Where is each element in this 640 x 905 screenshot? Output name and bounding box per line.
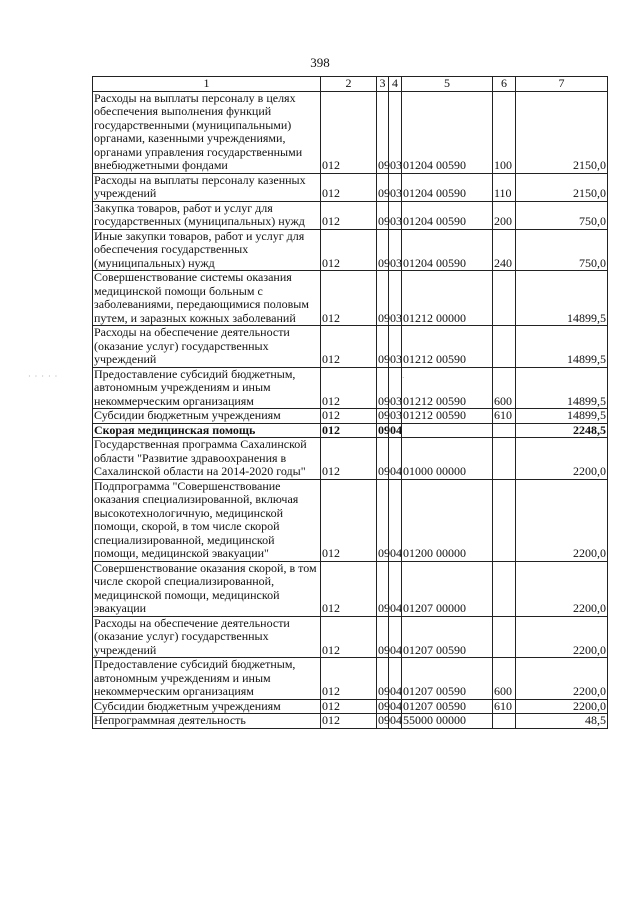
row-subsection-code: 03 bbox=[389, 367, 402, 409]
row-name: Расходы на выплаты персоналу в целях обеспечения выполнения функций государственными (муниципальными) органами, казенными учреждениями, органами управления государственными внебюджетными фондами bbox=[93, 91, 321, 173]
row-section-code: 09 bbox=[377, 438, 389, 480]
row-ministry-code: 012 bbox=[321, 423, 377, 438]
row-section-code: 09 bbox=[377, 367, 389, 409]
row-expense-type: 100 bbox=[493, 91, 516, 173]
table-row bbox=[93, 714, 608, 729]
row-target-code: 01212 00590 bbox=[402, 326, 493, 368]
row-target-code: 01207 00590 bbox=[402, 658, 493, 700]
row-ministry-code: 012 bbox=[321, 658, 377, 700]
row-expense-type bbox=[493, 714, 516, 729]
row-section-code: 09 bbox=[378, 713, 390, 727]
row-ministry-code: 012 bbox=[321, 201, 377, 229]
row-section-code: 09 bbox=[377, 616, 389, 658]
row-amount: 2200,0 bbox=[516, 616, 608, 658]
row-amount: 14899,5 bbox=[516, 367, 608, 409]
row-section-code: 09 bbox=[377, 658, 389, 700]
row-amount: 2150,0 bbox=[516, 91, 608, 173]
row-ministry-code: 012 bbox=[321, 616, 377, 658]
row-target-code: 01207 00590 bbox=[402, 699, 493, 714]
row-amount: 2248,5 bbox=[516, 423, 608, 438]
table-header-row bbox=[93, 77, 608, 92]
row-subsection-code: 04 bbox=[389, 616, 402, 658]
row-name: Предоставление субсидий бюджетным, автономным учреждениям и иным некоммерческим организациям bbox=[93, 367, 321, 409]
header-col-5: 5 bbox=[402, 77, 493, 92]
budget-table bbox=[92, 76, 608, 729]
header-col-2: 2 bbox=[321, 77, 377, 92]
row-subsection-code: 04 bbox=[389, 479, 402, 561]
row-ministry-code: 012 bbox=[321, 714, 377, 729]
header-col-3: 3 bbox=[377, 77, 389, 92]
row-subsection-code: 04 bbox=[390, 698, 402, 713]
row-target-code: 01000 00000 bbox=[402, 438, 493, 480]
row-subsection-code: 03 bbox=[389, 91, 402, 173]
row-section-code: 09 bbox=[377, 201, 389, 229]
row-section-code: 09 bbox=[377, 479, 389, 561]
table-row bbox=[93, 326, 608, 368]
row-amount: 2200,0 bbox=[516, 658, 608, 700]
row-name: Предоставление субсидий бюджетным, автономным учреждениям и иным некоммерческим организациям bbox=[93, 658, 321, 700]
row-subsection-code: 03 bbox=[389, 229, 402, 271]
row-expense-type: 610 bbox=[493, 699, 516, 714]
row-name: Расходы на обеспечение деятельности (оказание услуг) государственных учреждений bbox=[93, 326, 321, 368]
row-expense-type: 610 bbox=[493, 409, 516, 424]
row-ministry-code: 012 bbox=[321, 409, 377, 424]
row-section-code: 09 bbox=[378, 408, 390, 422]
row-ministry-code: 012 bbox=[321, 91, 377, 173]
row-name: Расходы на выплаты персоналу казенных учреждений bbox=[93, 173, 321, 201]
row-target-code: 01207 00000 bbox=[402, 561, 493, 616]
row-expense-type bbox=[493, 479, 516, 561]
row-section-code: 09 bbox=[378, 422, 390, 437]
row-expense-type: 200 bbox=[493, 201, 516, 229]
row-subsection-code: 04 bbox=[389, 658, 402, 700]
row-name: Непрограммная деятельность bbox=[93, 714, 321, 729]
row-target-code bbox=[402, 423, 493, 438]
ink-blot: · bbox=[402, 374, 405, 382]
row-target-code: 01207 00590 bbox=[402, 616, 493, 658]
table-row bbox=[93, 616, 608, 658]
row-expense-type bbox=[493, 616, 516, 658]
table-body bbox=[93, 91, 608, 728]
row-amount: 14899,5 bbox=[516, 326, 608, 368]
row-amount: 14899,5 bbox=[516, 271, 608, 326]
row-amount: 2200,0 bbox=[516, 438, 608, 480]
row-target-code: 01212 00590 bbox=[402, 367, 493, 409]
row-subsection-code: 04 bbox=[390, 422, 402, 437]
row-name: Субсидии бюджетным учреждениям bbox=[93, 699, 321, 714]
row-amount: 2200,0 bbox=[516, 479, 608, 561]
page-number: 398 bbox=[310, 55, 330, 70]
row-section-code: 09 bbox=[377, 91, 389, 173]
table-row bbox=[93, 699, 608, 714]
row-ministry-code: 012 bbox=[321, 479, 377, 561]
row-amount: 750,0 bbox=[516, 201, 608, 229]
row-amount: 2200,0 bbox=[516, 699, 608, 714]
row-target-code: 01204 00590 bbox=[402, 173, 493, 201]
row-ministry-code: 012 bbox=[321, 699, 377, 714]
row-subsection-code: 04 bbox=[389, 438, 402, 480]
table-row bbox=[93, 229, 608, 271]
table-row bbox=[93, 409, 608, 424]
row-section-code: 09 bbox=[377, 173, 389, 201]
table-row bbox=[93, 173, 608, 201]
row-subsection-code: 03 bbox=[389, 271, 402, 326]
row-subsection-code: 04 bbox=[390, 713, 402, 727]
row-expense-type: 110 bbox=[493, 173, 516, 201]
row-name: Государственная программа Сахалинской области "Развитие здравоохранения в Сахалинской области на 2014-2020 годы" bbox=[93, 438, 321, 480]
row-expense-type bbox=[493, 271, 516, 326]
row-ministry-code: 012 bbox=[321, 326, 377, 368]
row-subsection-code: 03 bbox=[389, 201, 402, 229]
row-name: Совершенствование оказания скорой, в том числе скорой специализированной, медицинской помощи, медицинской эвакуации bbox=[93, 561, 321, 616]
row-subsection-code: 03 bbox=[389, 173, 402, 201]
row-name: Иные закупки товаров, работ и услуг для обеспечения государственных (муниципальных) нужд bbox=[93, 229, 321, 271]
row-section-code: 09 bbox=[377, 271, 389, 326]
table-row bbox=[93, 423, 608, 438]
row-ministry-code: 012 bbox=[321, 229, 377, 271]
row-amount: 48,5 bbox=[516, 714, 608, 729]
row-name: Скорая медицинская помощь bbox=[93, 423, 321, 438]
row-section-code: 09 bbox=[378, 698, 390, 713]
row-target-code: 01204 00590 bbox=[402, 229, 493, 271]
row-section-code: 09 bbox=[377, 326, 389, 368]
row-target-code: 01212 00590 bbox=[402, 409, 493, 424]
table-row bbox=[93, 367, 608, 409]
row-amount: 14899,5 bbox=[516, 409, 608, 424]
row-section-code: 09 bbox=[377, 229, 389, 271]
table-row bbox=[93, 438, 608, 480]
row-ministry-code: 012 bbox=[321, 561, 377, 616]
row-name: Подпрограмма "Совершенствование оказания специализированной, включая высокотехнологичную, медицинской помощи, скорой, в том числе скорой специализированной, медицинской помощи, медицинской эвакуации" bbox=[93, 479, 321, 561]
row-target-code: 01200 00000 bbox=[402, 479, 493, 561]
row-section-code: 09 bbox=[377, 561, 389, 616]
row-target-code: 55000 00000 bbox=[402, 714, 493, 729]
row-amount: 2200,0 bbox=[516, 561, 608, 616]
row-target-code: 01204 00590 bbox=[402, 201, 493, 229]
header-col-7: 7 bbox=[516, 77, 608, 92]
row-subsection-code: 03 bbox=[390, 408, 402, 422]
row-expense-type bbox=[493, 326, 516, 368]
row-amount: 750,0 bbox=[516, 229, 608, 271]
table-row bbox=[93, 658, 608, 700]
row-ministry-code: 012 bbox=[321, 367, 377, 409]
table-row bbox=[93, 561, 608, 616]
row-name: Субсидии бюджетным учреждениям bbox=[93, 409, 321, 424]
row-amount: 2150,0 bbox=[516, 173, 608, 201]
row-subsection-code: 03 bbox=[389, 326, 402, 368]
row-name: Совершенствование системы оказания медицинской помощи больным с заболеваниями, передающимися половым путем, и заразных кожных заболеваний bbox=[93, 271, 321, 326]
margin-scribble: · · · · · bbox=[28, 372, 59, 381]
row-ministry-code: 012 bbox=[321, 438, 377, 480]
row-expense-type: 600 bbox=[493, 658, 516, 700]
header-col-6: 6 bbox=[493, 77, 516, 92]
row-target-code: 01204 00590 bbox=[402, 91, 493, 173]
table-row bbox=[93, 479, 608, 561]
row-name: Расходы на обеспечение деятельности (оказание услуг) государственных учреждений bbox=[93, 616, 321, 658]
row-expense-type: 600 bbox=[493, 367, 516, 409]
table-row bbox=[93, 271, 608, 326]
row-expense-type bbox=[493, 423, 516, 438]
row-expense-type: 240 bbox=[493, 229, 516, 271]
row-subsection-code: 04 bbox=[389, 561, 402, 616]
header-col-4: 4 bbox=[389, 77, 402, 92]
table-row bbox=[93, 201, 608, 229]
row-ministry-code: 012 bbox=[321, 173, 377, 201]
row-ministry-code: 012 bbox=[321, 271, 377, 326]
row-name: Закупка товаров, работ и услуг для государственных (муниципальных) нужд bbox=[93, 201, 321, 229]
row-target-code: 01212 00000 bbox=[402, 271, 493, 326]
row-expense-type bbox=[493, 561, 516, 616]
header-col-1: 1 bbox=[93, 77, 321, 92]
row-expense-type bbox=[493, 438, 516, 480]
table-row bbox=[93, 91, 608, 173]
